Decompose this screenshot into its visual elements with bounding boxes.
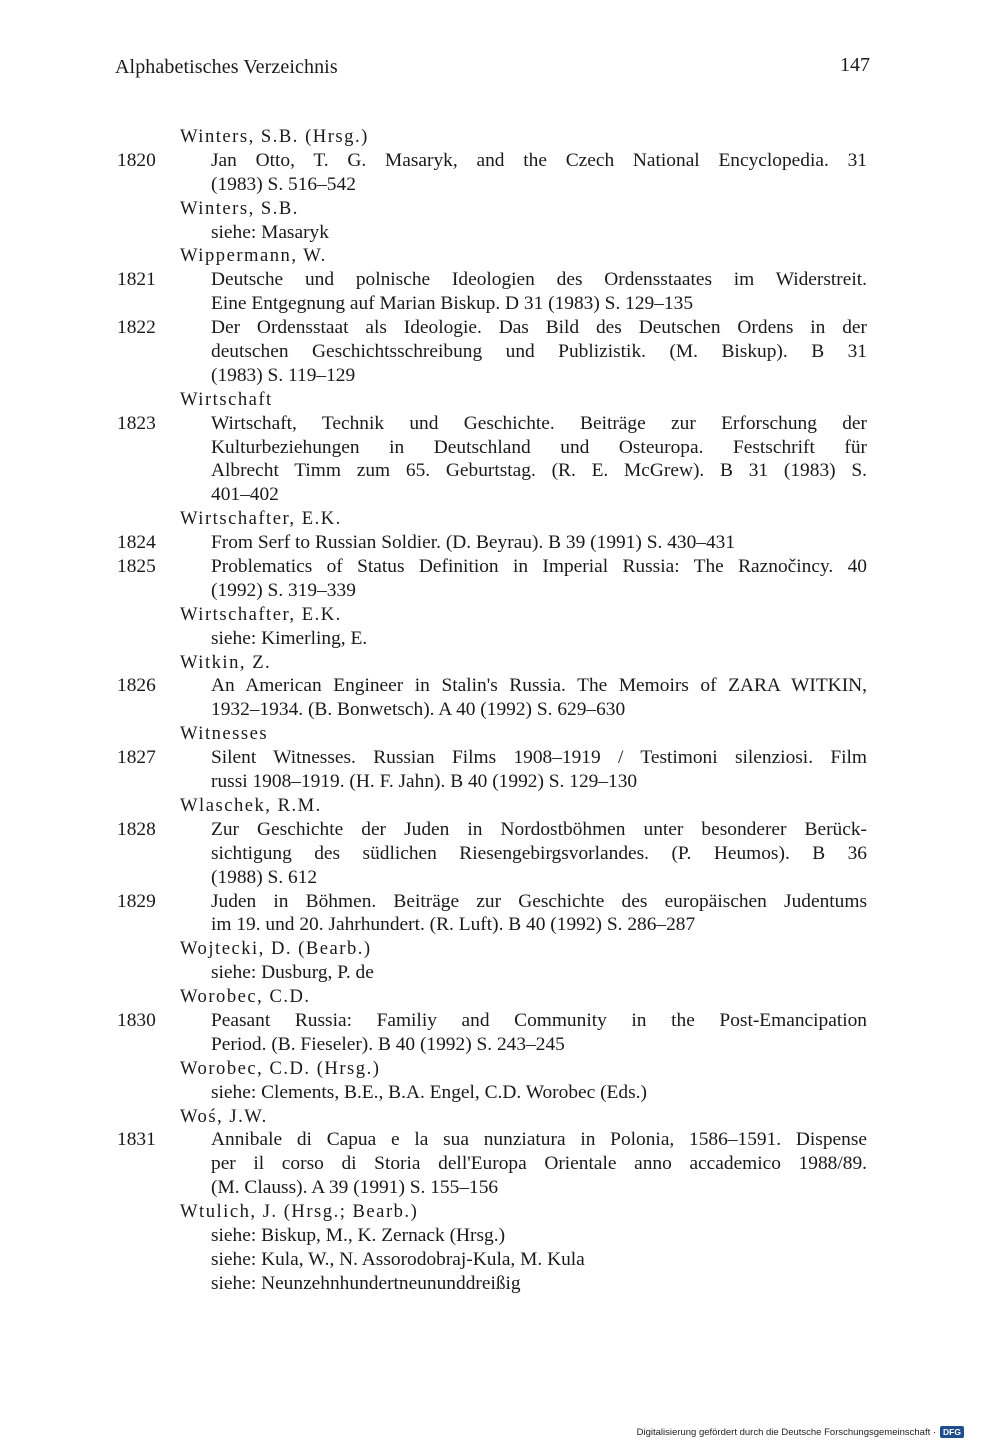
index-author-heading: Wirtschaft [180, 388, 273, 410]
index-entry-line [117, 890, 877, 914]
index-see-reference: siehe: Dusburg, P. de [211, 962, 374, 984]
index-entries [117, 125, 877, 1296]
entry-text: deutschen Geschichtsschreibung und Publizistik. (M. Biskup). B 31 [211, 341, 867, 363]
entry-text: Problematics of Status Definition in Imperial Russia: The Raznočincy. 40 [211, 556, 867, 578]
index-entry-line [117, 316, 877, 340]
index-see-reference: siehe: Clements, B.E., B.A. Engel, C.D. Worobec (Eds.) [211, 1081, 647, 1103]
entry-number: 1829 [117, 890, 156, 912]
index-entry-continuation [117, 436, 877, 460]
entry-number: 1830 [117, 1009, 156, 1031]
entry-text: sichtigung des südlichen Riesengebirgsvorlandes. (P. Heumos). B 36 [211, 842, 867, 864]
index-entry-line [117, 746, 877, 770]
entry-text: im 19. und 20. Jahrhundert. (R. Luft). B 40 (1992) S. 286–287 [211, 914, 696, 936]
footer-credit: Digitalisierung gefördert durch die Deutsche Forschungsgemeinschaft · [636, 1426, 937, 1438]
index-entry-continuation [117, 913, 877, 937]
entry-text: Period. (B. Fieseler). B 40 (1992) S. 243–245 [211, 1033, 565, 1055]
index-author-heading: Woś, J.W. [180, 1105, 268, 1127]
entry-text: Eine Entgegnung auf Marian Biskup. D 31 (1983) S. 129–135 [211, 293, 694, 315]
index-see-reference: siehe: Neunzehnhundertneununddreißig [211, 1272, 521, 1294]
entry-text: russi 1908–1919. (H. F. Jahn). B 40 (1992) S. 129–130 [211, 771, 638, 793]
index-entry-continuation [117, 340, 877, 364]
running-title: Alphabetisches Verzeichnis [115, 56, 338, 78]
entry-text: Peasant Russia: Familiy and Community in the Post-Emancipation [211, 1009, 867, 1031]
index-entry-line [117, 149, 877, 173]
index-entry-continuation [117, 1176, 877, 1200]
index-entry-line [117, 818, 877, 842]
index-author-heading: Winters, S.B. [180, 197, 299, 219]
entry-text: (M. Clauss). A 39 (1991) S. 155–156 [211, 1177, 499, 1199]
entry-text: Jan Otto, T. G. Masaryk, and the Czech National Encyclopedia. 31 [211, 149, 867, 171]
entry-text: 401–402 [211, 484, 279, 506]
entry-text: From Serf to Russian Soldier. (D. Beyrau). B 39 (1991) S. 430–431 [211, 532, 736, 554]
footer [637, 1426, 964, 1438]
index-entry-continuation [117, 770, 877, 794]
index-entry-line [117, 412, 877, 436]
index-author-heading: Wojtecki, D. (Bearb.) [180, 938, 372, 960]
entry-number: 1825 [117, 556, 156, 578]
index-entry-continuation [117, 842, 877, 866]
index-entry-continuation [117, 173, 877, 197]
index-see-reference: siehe: Kula, W., N. Assorodobraj-Kula, M. Kula [211, 1248, 585, 1270]
entry-text: Albrecht Timm zum 65. Geburtstag. (R. E. McGrew). B 31 (1983) S. [211, 460, 867, 482]
index-entry-continuation [117, 459, 877, 483]
index-entry-continuation [117, 483, 877, 507]
dfg-logo: DFG [940, 1426, 964, 1438]
index-author-heading: Wippermann, W. [180, 245, 327, 267]
index-entry-line [117, 674, 877, 698]
entry-text: (1983) S. 119–129 [211, 364, 356, 386]
entry-text: Wirtschaft, Technik und Geschichte. Beiträge zur Erforschung der [211, 412, 867, 434]
index-entry-line [117, 531, 877, 555]
entry-number: 1828 [117, 818, 156, 840]
entry-number: 1822 [117, 317, 156, 339]
index-author-heading: Worobec, C.D. [180, 986, 311, 1008]
entry-number: 1831 [117, 1129, 156, 1151]
entry-number: 1823 [117, 412, 156, 434]
index-see-reference: siehe: Masaryk [211, 221, 329, 243]
entry-text: (1992) S. 319–339 [211, 579, 356, 601]
entry-text: per il corso di Storia dell'Europa Orientale anno accademico 1988/89. [211, 1153, 867, 1175]
entry-text: Deutsche und polnische Ideologien des Ordensstaates im Widerstreit. [211, 269, 867, 291]
entry-text: (1983) S. 516–542 [211, 173, 356, 195]
index-author-heading: Worobec, C.D. (Hrsg.) [180, 1057, 381, 1079]
entry-text: Annibale di Capua e la sua nunziatura in Polonia, 1586–1591. Dispense [211, 1129, 867, 1151]
index-author-heading: Wirtschafter, E.K. [180, 508, 342, 530]
entry-number: 1820 [117, 149, 156, 171]
entry-text: Zur Geschichte der Juden in Nordostböhmen unter besonderer Berück- [211, 818, 867, 840]
entry-text: Der Ordensstaat als Ideologie. Das Bild des Deutschen Ordens in der [211, 317, 867, 339]
entry-text: Juden in Böhmen. Beiträge zur Geschichte des europäischen Judentums [211, 890, 867, 912]
index-author-heading: Wlaschek, R.M. [180, 794, 322, 816]
index-entry-continuation [117, 1152, 877, 1176]
page-header [115, 56, 875, 90]
index-author-heading: Witkin, Z. [180, 651, 272, 673]
index-entry-continuation [117, 1033, 877, 1057]
index-author-heading: Wtulich, J. (Hrsg.; Bearb.) [180, 1201, 419, 1223]
index-see-reference: siehe: Biskup, M., K. Zernack (Hrsg.) [211, 1224, 506, 1246]
entry-text: An American Engineer in Stalin's Russia. The Memoirs of ZARA WITKIN, [211, 675, 867, 697]
index-entry-continuation [117, 698, 877, 722]
index-see-reference: siehe: Kimerling, E. [211, 627, 368, 649]
index-entry-continuation [117, 866, 877, 890]
index-entry-continuation [117, 292, 877, 316]
entry-text: 1932–1934. (B. Bonwetsch). A 40 (1992) S. 629–630 [211, 699, 626, 721]
entry-text: Kulturbeziehungen in Deutschland und Osteuropa. Festschrift für [211, 436, 867, 458]
index-entry-line [117, 268, 877, 292]
page-number: 147 [840, 54, 870, 76]
entry-text: (1988) S. 612 [211, 866, 318, 888]
entry-number: 1824 [117, 532, 156, 554]
index-author-heading: Witnesses [180, 723, 269, 745]
entry-text: Silent Witnesses. Russian Films 1908–1919 / Testimoni silenziosi. Film [211, 747, 867, 769]
index-author-heading: Winters, S.B. (Hrsg.) [180, 126, 369, 147]
index-entry-line [117, 555, 877, 579]
index-entry-continuation [117, 579, 877, 603]
index-entry-line [117, 1009, 877, 1033]
entry-number: 1827 [117, 747, 156, 769]
entry-number: 1826 [117, 675, 156, 697]
index-author-heading: Wirtschafter, E.K. [180, 603, 342, 625]
index-entry-continuation [117, 364, 877, 388]
entry-number: 1821 [117, 269, 156, 291]
index-entry-line [117, 1128, 877, 1152]
